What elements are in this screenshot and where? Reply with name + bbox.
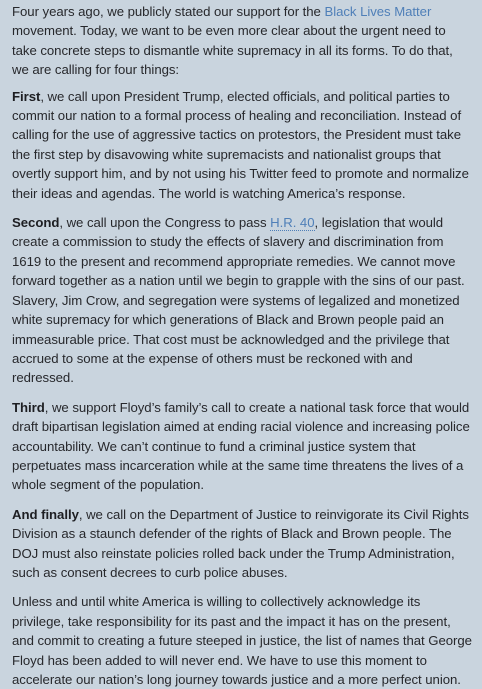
closing-text: Unless and until white America is willing to collectively acknowledge its privilege, take responsibility for its past and the impact it has on the present, and commit to creating a future steeped in justice, the list of names that George Floyd has been added to will never end. We have to use this moment to accelerate our nation’s long journey towards justice and a more perfect union. — [12, 594, 472, 687]
third-demand-lead: Third — [12, 399, 45, 415]
third-demand-text: , we support Floyd’s family’s call to create a national task force that would draft bipartisan legislation aimed at ending racial violence and increasing police accountability. We can’t continue to fund a criminal justice system that perpetuates mass incarceration while at the same time threatens the lives of a whole segment of the population. — [12, 399, 470, 493]
second-demand-paragraph — [12, 213, 473, 388]
second-demand-text-before: , we call upon the Congress to pass — [59, 215, 271, 231]
black-lives-matter-link[interactable]: Black Lives Matter — [324, 4, 432, 19]
second-demand-lead: Second — [12, 215, 60, 231]
fourth-demand-paragraph — [12, 505, 473, 583]
third-demand-paragraph — [12, 398, 473, 495]
first-demand-lead: First — [12, 88, 41, 104]
fourth-demand-text: , we call on the Department of Justice to reinvigorate its Civil Rights Division as a staunch defender of the rights of Black and Brown people. The DOJ must also reinstate policies rolled back under the Trump Administration, such as consent decrees to curb police abuses. — [12, 506, 469, 580]
hr-40-link[interactable]: H.R. 40 — [270, 215, 315, 231]
first-demand-text: , we call upon President Trump, elected officials, and political parties to commit our nation to a formal process of healing and reconciliation. Instead of calling for the use of aggressive tactics on protestors, the President must take the first step by disavowing white supremacists and nationalist groups that overtly support him, and by not using his Twitter feed to promote and normalize their ideas and agendas. The world is watching America’s response. — [12, 88, 469, 201]
fourth-demand-lead: And finally — [12, 506, 79, 522]
intro-paragraph — [12, 2, 473, 80]
first-demand-paragraph — [12, 87, 473, 203]
intro-text-after: movement. Today, we want to be even more clear about the urgent need to take concrete steps to dismantle white supremacy in all its forms. To do that, we are calling for four things: — [12, 23, 453, 78]
second-demand-text-after: , legislation that would create a commission to study the effects of slavery and discrimination from 1619 to the present and recommend appropriate remedies. We cannot move forward together as a nation until we begin to grapple with the sins of our past. Slavery, Jim Crow, and segregation were systems of legalized and monetized white supremacy for which generations of Black and Brown people paid an immeasurable price. That cost must be acknowledged and the privilege that accrued to some at the expense of others must be reckoned with and redressed. — [12, 215, 465, 386]
closing-paragraph — [12, 592, 473, 689]
intro-text-before: Four years ago, we publicly stated our support for the — [12, 4, 325, 19]
